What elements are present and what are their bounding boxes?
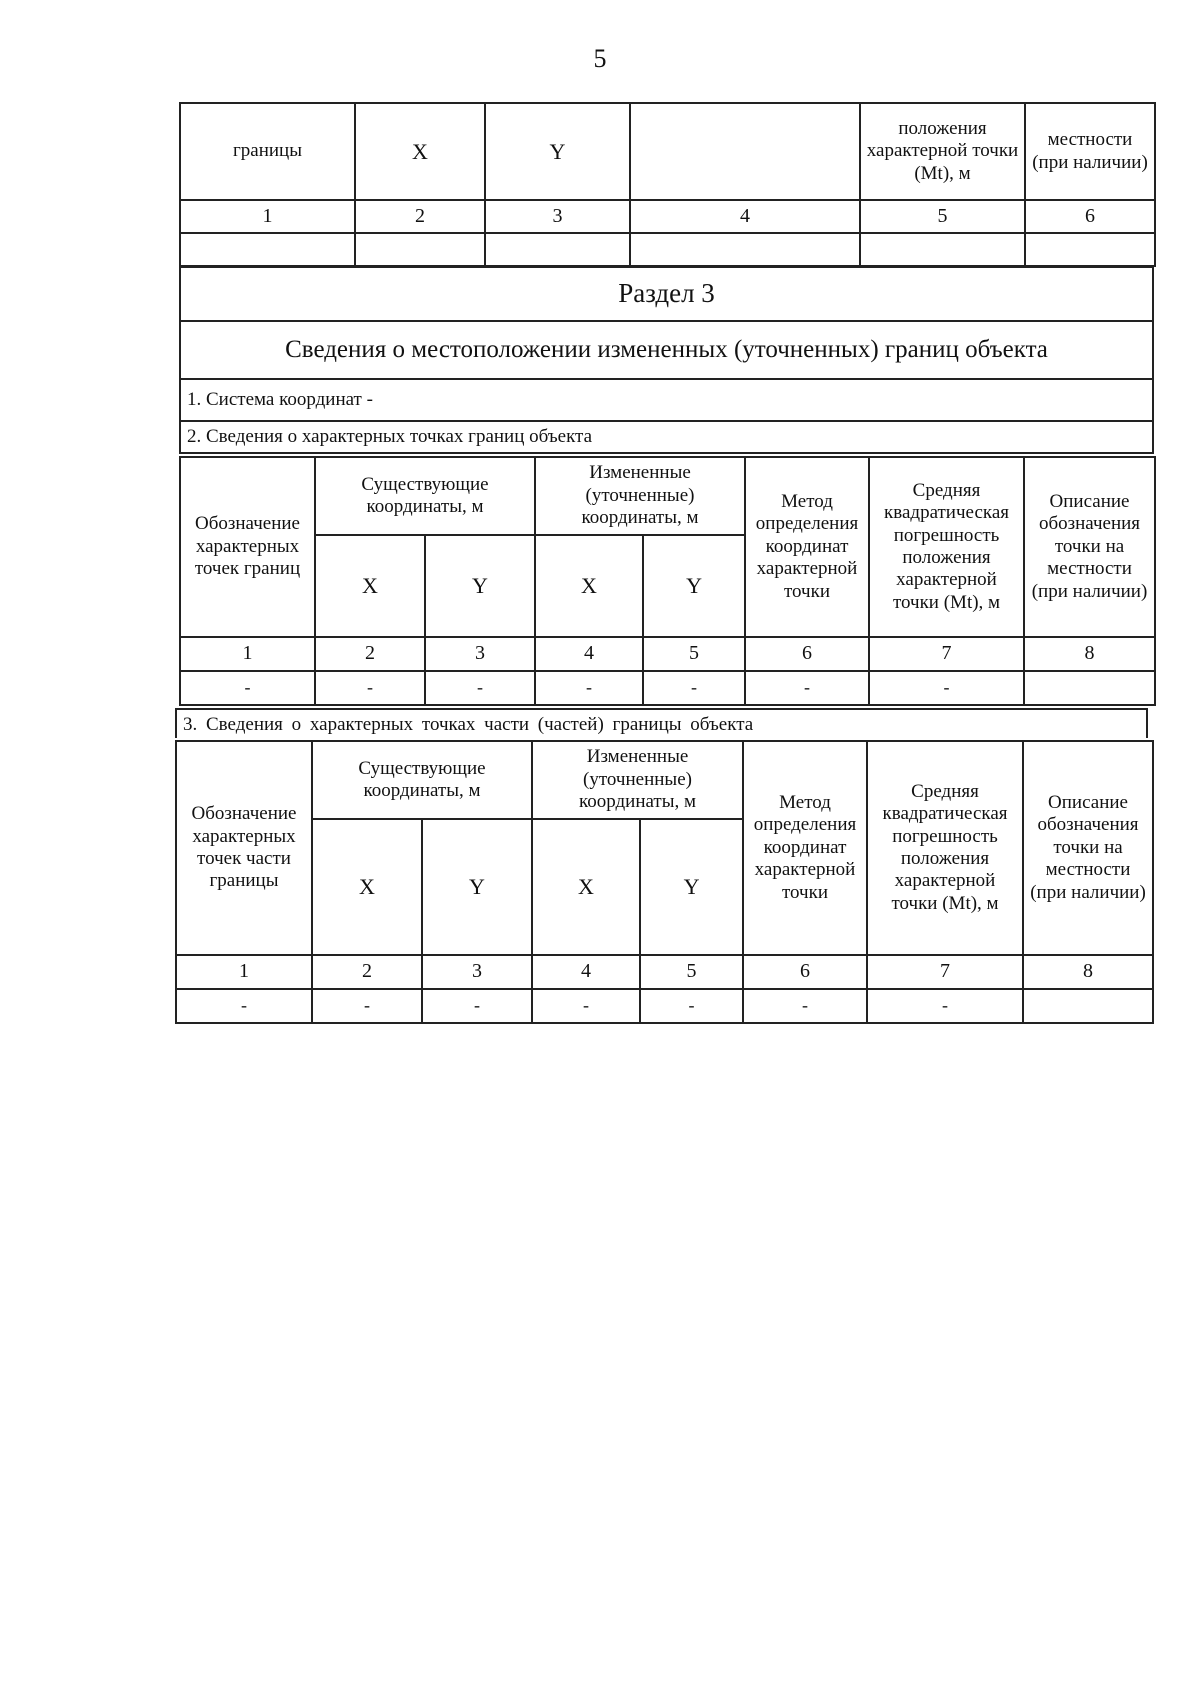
table-cell: - (743, 989, 867, 1023)
continuation-table (179, 102, 1156, 267)
points-caption: 2. Сведения о характерных точках границ объекта (180, 421, 1153, 453)
number-cell: 7 (867, 955, 1023, 989)
header-mean-error: Средняя квадратическая погрешность положения характерной точки (Mt), м (867, 741, 1023, 955)
table-cell (1023, 989, 1153, 1023)
table-number-row (180, 200, 1155, 233)
header-existing-coords: Существующие координаты, м (315, 457, 535, 535)
parts-caption: 3. Сведения о характерных точках части (частей) границы объекта (175, 708, 1148, 738)
number-cell: 5 (860, 200, 1025, 233)
table-cell: - (312, 989, 422, 1023)
number-cell: 2 (355, 200, 485, 233)
header-y: Y (422, 819, 532, 955)
table-cell (1024, 671, 1155, 705)
header-cell: местности (при наличии) (1025, 103, 1155, 200)
header-changed-coords: Измененные (уточненные) координаты, м (535, 457, 745, 535)
section-header-table (179, 266, 1154, 454)
table-cell: - (422, 989, 532, 1023)
header-y: Y (425, 535, 535, 637)
header-x: X (535, 535, 643, 637)
header-changed-coords: Измененные (уточненные) координаты, м (532, 741, 743, 819)
number-cell: 4 (535, 637, 643, 671)
number-cell: 1 (180, 200, 355, 233)
table-cell: - (532, 989, 640, 1023)
header-mean-error: Средняя квадратическая погрешность положения характерной точки (Mt), м (869, 457, 1024, 637)
section-title: Раздел 3 (180, 267, 1153, 321)
table-cell: - (867, 989, 1023, 1023)
header-method: Метод определения координат характерной точки (743, 741, 867, 955)
table-row (176, 989, 1153, 1023)
header-cell: границы (180, 103, 355, 200)
table-cell: - (176, 989, 312, 1023)
header-cell: положения характерной точки (Mt), м (860, 103, 1025, 200)
number-cell: 3 (425, 637, 535, 671)
table-cell: - (180, 671, 315, 705)
header-cell: X (355, 103, 485, 200)
table-cell: - (535, 671, 643, 705)
number-cell: 8 (1023, 955, 1153, 989)
number-cell: 3 (422, 955, 532, 989)
header-method: Метод определения координат характерной точки (745, 457, 869, 637)
table-cell: - (640, 989, 743, 1023)
number-cell: 5 (640, 955, 743, 989)
table-cell: - (315, 671, 425, 705)
header-description: Описание обозначения точки на местности (при наличии) (1023, 741, 1153, 955)
table-number-row (180, 637, 1155, 671)
header-x: X (315, 535, 425, 637)
table-cell: - (643, 671, 745, 705)
table-cell: - (869, 671, 1024, 705)
number-cell: 2 (312, 955, 422, 989)
header-y: Y (640, 819, 743, 955)
number-cell: 6 (1025, 200, 1155, 233)
section-subtitle: Сведения о местоположении измененных (уточненных) границ объекта (180, 321, 1153, 379)
header-description: Описание обозначения точки на местности (при наличии) (1024, 457, 1155, 637)
table-number-row (176, 955, 1153, 989)
number-cell: 1 (176, 955, 312, 989)
number-cell: 2 (315, 637, 425, 671)
table-header-row (180, 103, 1155, 200)
number-cell: 5 (643, 637, 745, 671)
header-y: Y (643, 535, 745, 637)
table-cell: - (745, 671, 869, 705)
number-cell: 4 (532, 955, 640, 989)
header-x: X (312, 819, 422, 955)
number-cell: 7 (869, 637, 1024, 671)
number-cell: 8 (1024, 637, 1155, 671)
header-cell (630, 103, 860, 200)
table-row (180, 233, 1155, 266)
page-number: 5 (593, 44, 607, 73)
boundary-parts-table (175, 740, 1154, 1024)
header-point-designation: Обозначение характерных точек границ (180, 457, 315, 637)
number-cell: 3 (485, 200, 630, 233)
header-part-point-designation: Обозначение характерных точек части границы (176, 741, 312, 955)
number-cell: 6 (745, 637, 869, 671)
header-existing-coords: Существующие координаты, м (312, 741, 532, 819)
boundary-points-table (179, 456, 1156, 706)
header-x: X (532, 819, 640, 955)
number-cell: 6 (743, 955, 867, 989)
coordinate-system-line: 1. Система координат - (180, 379, 1153, 421)
table-cell: - (425, 671, 535, 705)
number-cell: 1 (180, 637, 315, 671)
number-cell: 4 (630, 200, 860, 233)
header-cell: Y (485, 103, 630, 200)
table-row (180, 671, 1155, 705)
